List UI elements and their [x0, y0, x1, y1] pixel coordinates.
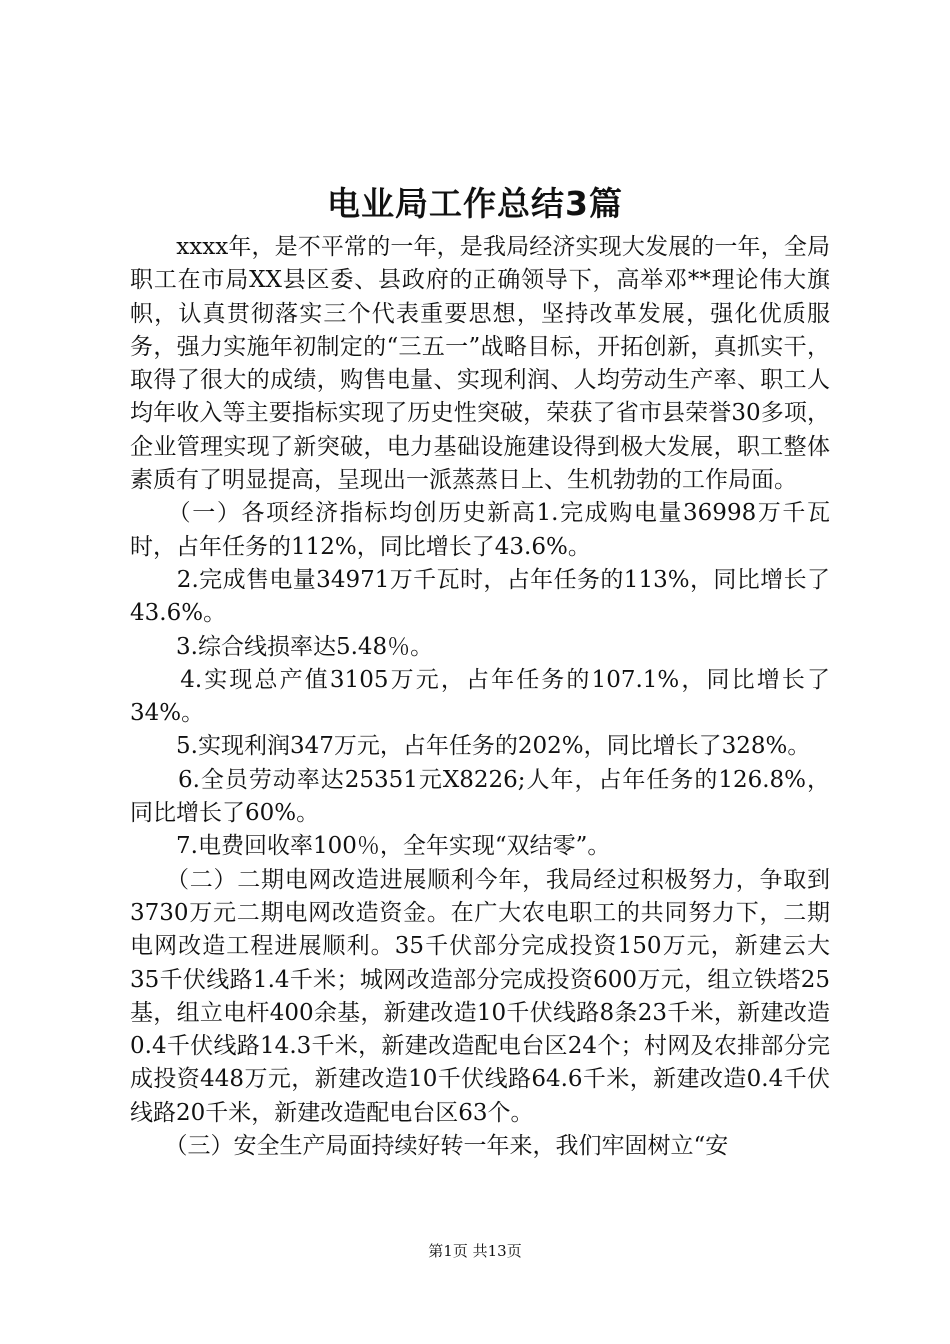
paragraph-item-3: 3.综合线损率达5.48％。: [130, 633, 434, 660]
paragraph-item-6: 6.全员劳动率达25351元X8226;人年，占年任务的126.8%，同比增长了60%。: [130, 766, 830, 827]
paragraph-section-1-item-1: （一）各项经济指标均创历史新高1.完成购电量36998万千瓦时，占年任务的112%，同比增长了43.6%。: [130, 500, 830, 560]
paragraph-item-7: 7.电费回收率100％，全年实现“双结零”。: [130, 833, 611, 860]
paragraph-item-5: 5.实现利润347万元，占年任务的202%，同比增长了328%。: [130, 733, 811, 760]
page-footer: 第1页 共13页: [428, 1242, 522, 1260]
paragraph-item-2: 2.完成售电量34971万千瓦时，占年任务的113%，同比增长了43.6%。: [130, 566, 830, 627]
paragraph-section-3: （三）安全生产局面持续好转一年来，我们牢固树立“安: [130, 1133, 729, 1160]
paragraph-intro: xxxx年，是不平常的一年，是我局经济实现大发展的一年，全局职工在市局XX县区委、县政府的正确领导下，高举邓**理论伟大旗帜，认真贯彻落实三个代表重要思想，坚持改革发展，强化优质服务，强力实施年初制定的“三五一”战略目标，开拓创新，真抓实干，取得了很大的成绩，购售电量、实现利润、人均劳动生产率、职工人均年收入等主要指标实现了历史性突破，荣获了省市县荣誉30多项，企业管理实现了新突破，电力基础设施建设得到极大发展，职工整体素质有了明显提高，呈现出一派蒸蒸日上、生机勃勃的工作局面。: [130, 234, 830, 494]
paragraph-section-2: （二）二期电网改造进展顺利今年，我局经过积极努力，争取到3730万元二期电网改造资金。在广大农电职工的共同努力下，二期电网改造工程进展顺利。35千伏部分完成投资150万元，新建云大35千伏线路1.4千米；城网改造部分完成投资600万元，组立铁塔25基，组立电杆400余基，新建改造10千伏线路8条23千米，新建改造0.4千伏线路14.3千米，新建改造配电台区24个；村网及农排部分完成投资448万元，新建改造10千伏线路64.6千米，新建改造0.4千伏线路20千米，新建改造配电台区63个。: [130, 866, 830, 1126]
document-body: [130, 231, 830, 1163]
paragraph-item-4: 4.实现总产值3105万元，占年任务的107.1%，同比增长了34%。: [130, 666, 830, 727]
document-title: 电业局工作总结3篇: [327, 184, 623, 223]
